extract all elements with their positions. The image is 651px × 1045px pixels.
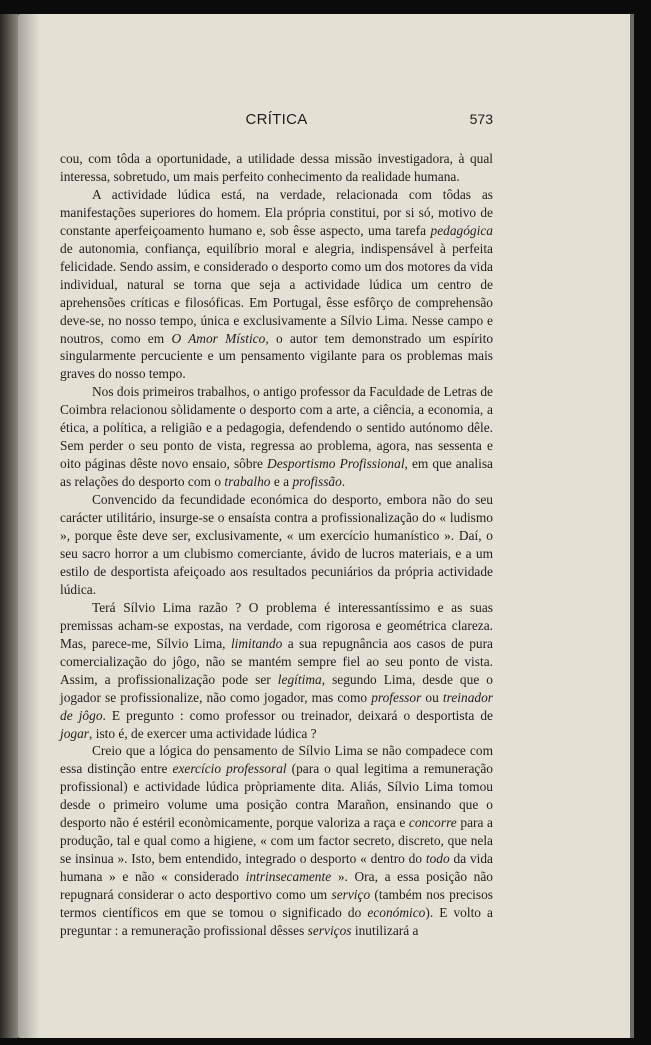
text-run: , segundo Lima, desde que o jogador se profissionalize, não como jogador, mas como <box>60 671 493 705</box>
paragraph-2 <box>60 186 493 383</box>
italic-text: económico <box>367 905 426 921</box>
text-run: inutilizará a <box>351 922 419 938</box>
paragraph-6 <box>60 742 493 939</box>
text-run: ». Ora, a essa posição não repugnará considerar o acto desportivo como um <box>60 869 494 903</box>
italic-text: treinador de jôgo <box>60 689 494 723</box>
paragraph-5 <box>60 599 493 743</box>
spine-shadow <box>18 14 40 1038</box>
italic-text: exercício professoral <box>172 761 287 777</box>
text-run: . <box>341 474 346 490</box>
italic-text: trabalho <box>224 474 271 490</box>
paragraph-4 <box>60 491 493 599</box>
text-run: Convencido da fecundidade económica do desporto, embora não do seu carácter utilitário, insurge-se o ensaísta contra a profissionalização do « ludismo », porque êste deve ser, exclusivamente, « um exercício humanístico ». Daí, o seu sacro horror a um clubismo comerciante, ávido de lucros materiais, e a um estilo de desportista afeiçoado aos resultados pecuniários da própria actividade lúdica. <box>60 492 493 597</box>
text-run: ou <box>421 689 443 705</box>
text-run: (para o qual legitima a remuneração profissional) e actividade lúdica pròpriamente dita. Aliás, Sílvio Lima tomou desde o primeiro volume uma posição contra Marañon, ensinando que o desporto não é estéril econòmicamente, porque valoriza a raça e <box>60 761 493 831</box>
text-run: e a <box>270 474 293 490</box>
running-title: CRÍTICA <box>245 111 308 128</box>
text-run: Creio que a lógica do pensamento de Sílvio Lima se não compadece com essa distinção entre <box>60 743 493 777</box>
italic-text: Desportismo Profissional <box>267 456 405 472</box>
italic-text: O Amor Místico <box>171 330 266 346</box>
page-number: 573 <box>469 111 493 127</box>
text-run: da vida humana » e não « considerado <box>60 851 493 885</box>
text-run: Terá Sílvio Lima razão ? O problema é interessantíssimo e as suas premissas acham-se expostas, na verdade, com rigorosa e geométrica clareza. Mas, parece-me, Sílvio Lima, <box>60 599 493 651</box>
text-run: Nos dois primeiros trabalhos, o antigo professor da Faculdade de Letras de Coimbra relacionou sòlidamente o desporto com a arte, a ciência, a economia, a ética, a política, a religião e a pedagogia, defendendo o sentido autónomo dêle. Sem perder o seu ponto de vista, regressa ao problema, agora, nas sessenta e oito páginas dêste novo ensaio, sôbre <box>60 384 493 472</box>
body-text <box>60 150 493 940</box>
italic-text: todo <box>425 851 450 867</box>
text-run: (também nos precisos termos científicos em que se tomou o significado do <box>60 887 493 921</box>
italic-text: pedagógica <box>430 222 493 238</box>
italic-text: legítima <box>277 671 322 687</box>
paragraph-1 <box>60 150 493 186</box>
text-run: de autonomia, confiança, equilíbrio moral e alegria, indispensável à perfeita felicidade. Sendo assim, e considerado o desporto como um dos motores da vida individual, natural se torna que seja a actividade lúdica um centro de aprehensões críticas e filosóficas. Em Portugal, êsse esfôrço de comprehensão deve-se, no nosso tempo, única e exclusivamente a Sílvio Lima. Nesse campo e noutros, como em <box>60 240 493 346</box>
text-run: cou, com tôda a oportunidade, a utilidade dessa missão investigadora, à qual interessa, sobretudo, um mais perfeito conhecimento da realidade humana. <box>60 151 493 184</box>
text-run: , o autor tem demonstrado um espírito singularmente percuciente e um pensamento vigilante para os problemas mais graves do nosso tempo. <box>60 330 494 382</box>
text-run: A actividade lúdica está, na verdade, relacionada com tôdas as manifestações superiores do homem. Ela própria constitui, por si só, motivo de constante aperfeiçoamento humano e, sob êsse aspecto, uma tarefa <box>60 186 493 238</box>
italic-text: profissão <box>292 474 342 490</box>
italic-text: serviços <box>307 922 352 938</box>
italic-text: limitando <box>230 635 283 651</box>
page-header <box>60 95 493 128</box>
text-run: ). E volto a preguntar : a remuneração profissional dêsses <box>60 905 493 938</box>
italic-text: concorre <box>408 815 457 831</box>
text-run: a sua repugnância aos casos de pura comercialização do jôgo, não se mantém sempre fiel ao seu ponto de vista. Assim, a profissionalização pode ser <box>60 635 493 687</box>
italic-text: serviço <box>331 887 371 903</box>
italic-text: jogar <box>60 725 90 741</box>
text-run: para a produção, tal e qual como a higiene, « com um factor secreto, discreto, que nela se insinua ». Isto, bem entendido, integrado o desporto « dentro do <box>60 815 493 867</box>
italic-text: professor <box>371 689 422 705</box>
paragraph-3 <box>60 383 493 491</box>
text-run: , em que analisa as relações do desporto com o <box>60 456 493 490</box>
book-left-edge <box>0 14 18 1038</box>
page-right-edge <box>630 14 634 1038</box>
text-run: , isto é, de exercer uma actividade lúdica ? <box>89 725 317 741</box>
text-run: . E pregunto : como professor ou treinador, deixará o desportista de <box>102 707 493 723</box>
italic-text: intrinsecamente <box>245 869 332 885</box>
